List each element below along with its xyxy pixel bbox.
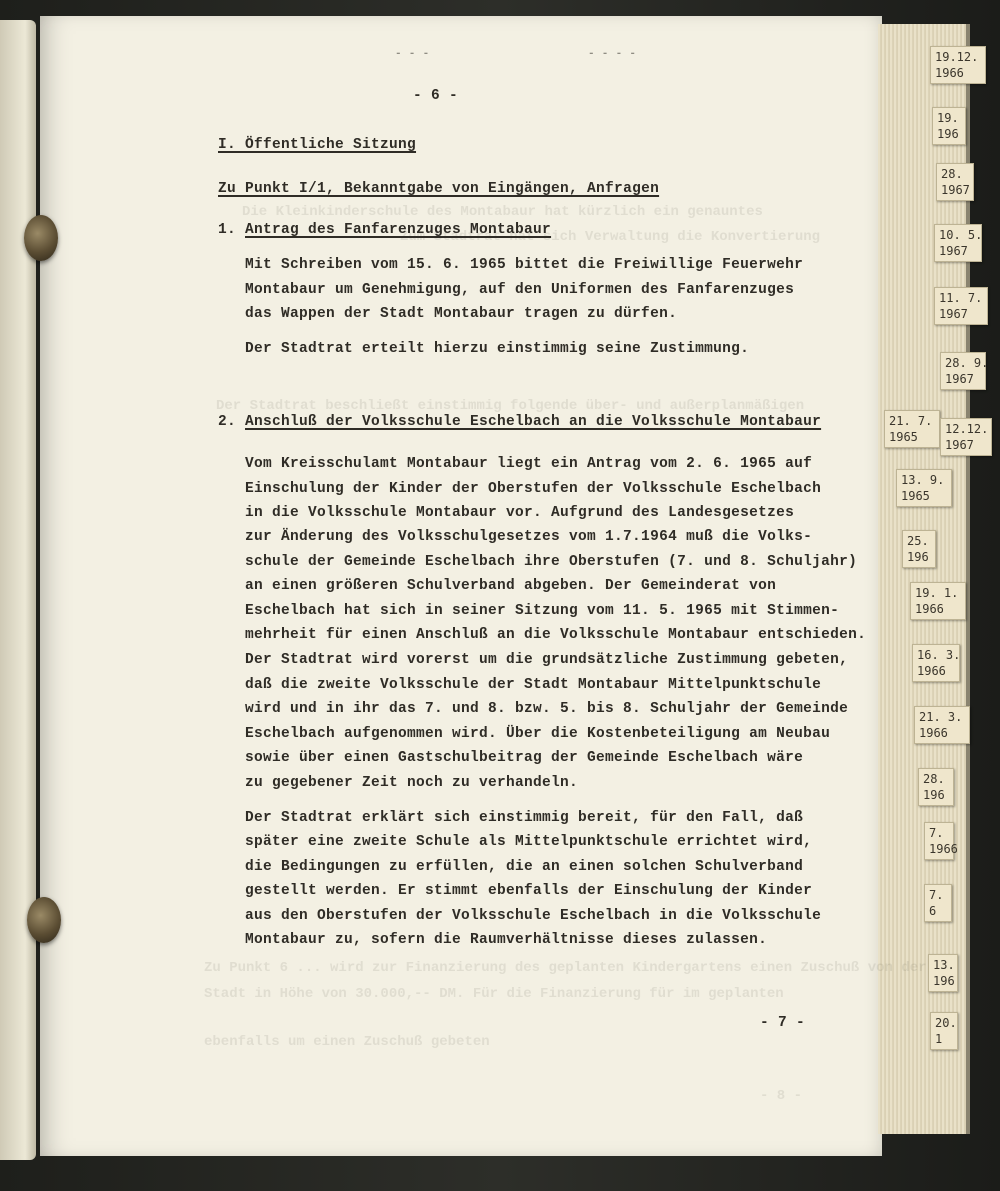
date-tab-year: 1967 [945, 372, 974, 386]
date-tab[interactable] [928, 954, 958, 992]
item2-body-line: Eschelbach hat sich in seiner Sitzung vom 11. 5. 1965 mit Stimmen- [245, 603, 840, 619]
item2-body-line: Vom Kreisschulamt Montabaur liegt ein Antrag vom 2. 6. 1965 auf [245, 456, 813, 472]
item2-body-line: zur Änderung des Volksschulgesetzes vom 1.7.1964 muß die Volks- [245, 529, 813, 545]
next-page-marker: - 7 - [760, 1015, 806, 1031]
date-tab[interactable] [924, 822, 958, 860]
item2-decision-line: aus den Oberstufen der Volksschule Eschelbach in die Volksschule [245, 908, 822, 924]
date-tab-year: 1965 [889, 430, 918, 444]
date-tab[interactable] [932, 107, 966, 145]
item2-title: Anschluß der Volksschule Eschelbach an die Volksschule Montabaur [245, 414, 822, 430]
item1-number: 1. [218, 222, 237, 238]
header-mark: - - - [395, 48, 430, 60]
date-tab-year: 1966 [935, 66, 964, 80]
date-tab-year: 1967 [939, 307, 968, 321]
date-tab-day: 19. [937, 111, 959, 125]
item1-body-line: Mit Schreiben vom 15. 6. 1965 bittet die Freiwillige Feuerwehr [245, 257, 804, 273]
date-tab-year: 196 [923, 788, 945, 802]
date-tab-day: 21. 7. [889, 414, 933, 428]
item2-decision-line: Der Stadtrat erklärt sich einstimmig bereit, für den Fall, daß [245, 810, 804, 826]
date-tab-day: 13. [933, 958, 955, 972]
item2-body-line: an einen größeren Schulverband abgeben. Der Gemeinderat von [245, 578, 777, 594]
item2-body-line: schule der Gemeinde Eschelbach ihre Oberstufen (7. und 8. Schuljahr) [245, 554, 858, 570]
date-tab-year: 1966 [915, 602, 944, 616]
item1-body-line: Montabaur um Genehmigung, auf den Uniformen des Fanfarenzuges [245, 282, 795, 298]
date-tab-year: 1967 [939, 244, 968, 258]
date-tab[interactable] [912, 644, 960, 682]
date-tab[interactable] [910, 582, 966, 620]
date-tab[interactable] [936, 163, 974, 201]
date-tab-year: 196 [937, 127, 959, 141]
item2-body-line: mehrheit für einen Anschluß an die Volksschule Montabaur entschieden. [245, 627, 867, 643]
date-tab[interactable] [940, 418, 992, 456]
date-tab-year: 1966 [929, 842, 958, 856]
item1-body-line: das Wappen der Stadt Montabaur tragen zu dürfen. [245, 306, 678, 322]
date-tab-day: 19.12. [935, 50, 979, 64]
item1-title: Antrag des Fanfarenzuges Montabaur [245, 222, 552, 238]
item2-body-line: Der Stadtrat wird vorerst um die grundsätzliche Zustimmung gebeten, [245, 652, 849, 668]
date-tab-day: 10. 5. [939, 228, 983, 242]
header-mark: - - - - [588, 48, 637, 60]
date-tab[interactable] [934, 287, 988, 325]
page-number: - 6 - [413, 88, 459, 104]
date-tab-day: 7. [929, 826, 944, 840]
date-tab[interactable] [940, 352, 989, 390]
date-tab-day: 11. 7. [939, 291, 983, 305]
date-tab-year: 1967 [941, 183, 970, 197]
item2-body-line: in die Volksschule Montabaur vor. Aufgrund des Landesgesetzes [245, 505, 795, 521]
date-tab[interactable] [896, 469, 952, 507]
date-tab-year: 196 [933, 974, 955, 988]
item2-body-line: wird und in ihr das 7. und 8. bzw. 5. bis 8. Schuljahr der Gemeinde [245, 701, 849, 717]
date-tab-day: 28. [941, 167, 963, 181]
item2-body-line: Einschulung der Kinder der Oberstufen der Volksschule Eschelbach [245, 481, 822, 497]
item2-body-line: zu gegebener Zeit noch zu verhandeln. [245, 775, 579, 791]
main-heading: I. Öffentliche Sitzung [218, 137, 417, 153]
item2-decision-line: die Bedingungen zu erfüllen, die an einen solchen Schulverband [245, 859, 804, 875]
date-tab-day: 13. 9. [901, 473, 945, 487]
date-tab-day: 19. 1. [915, 586, 959, 600]
date-tab-year: 6 [929, 904, 937, 918]
item2-decision-line: gestellt werden. Er stimmt ebenfalls der Einschulung der Kinder [245, 883, 813, 899]
date-tab-day: 20. [935, 1016, 957, 1030]
item2-decision-line: später eine zweite Schule als Mittelpunktschule errichtet wird, [245, 834, 813, 850]
date-tab-year: 1966 [917, 664, 946, 678]
date-tab[interactable] [914, 706, 970, 744]
date-tab-year: 1966 [919, 726, 948, 740]
item2-body-line: sowie über einen Gastschulbeitrag der Gemeinde Eschelbach wäre [245, 750, 804, 766]
date-tab[interactable] [924, 884, 952, 922]
date-tab-year: 1967 [945, 438, 974, 452]
item2-decision-line: Montabaur zu, sofern die Raumverhältnisse dieses zulassen. [245, 932, 768, 948]
item2-number: 2. [218, 414, 237, 430]
date-tab-day: 21. 3. [919, 710, 963, 724]
date-tab-day: 7. [929, 888, 944, 902]
sub-heading: Zu Punkt I/1, Bekanntgabe von Eingängen, Anfragen [218, 181, 660, 197]
item2-body-line: Eschelbach aufgenommen wird. Über die Kostenbeteiligung am Neubau [245, 726, 831, 742]
date-tab-day: 16. 3. [917, 648, 961, 662]
date-tab-day: 25. [907, 534, 929, 548]
date-tab[interactable] [930, 1012, 958, 1050]
date-tab-day: 28. [923, 772, 945, 786]
item1-decision: Der Stadtrat erteilt hierzu einstimmig seine Zustimmung. [245, 341, 750, 357]
date-tab[interactable] [902, 530, 936, 568]
date-tab[interactable] [930, 46, 986, 84]
date-tab-day: 12.12. [945, 422, 989, 436]
date-tab-day: 28. 9. [945, 356, 989, 370]
date-tab[interactable] [884, 410, 940, 448]
date-tab-year: 1965 [901, 489, 930, 503]
date-tab-year: 196 [907, 550, 929, 564]
date-tab[interactable] [934, 224, 982, 262]
date-tab[interactable] [918, 768, 954, 806]
date-tab-year: 1 [935, 1032, 943, 1046]
item2-body-line: daß die zweite Volksschule der Stadt Montabaur Mittelpunktschule [245, 677, 822, 693]
